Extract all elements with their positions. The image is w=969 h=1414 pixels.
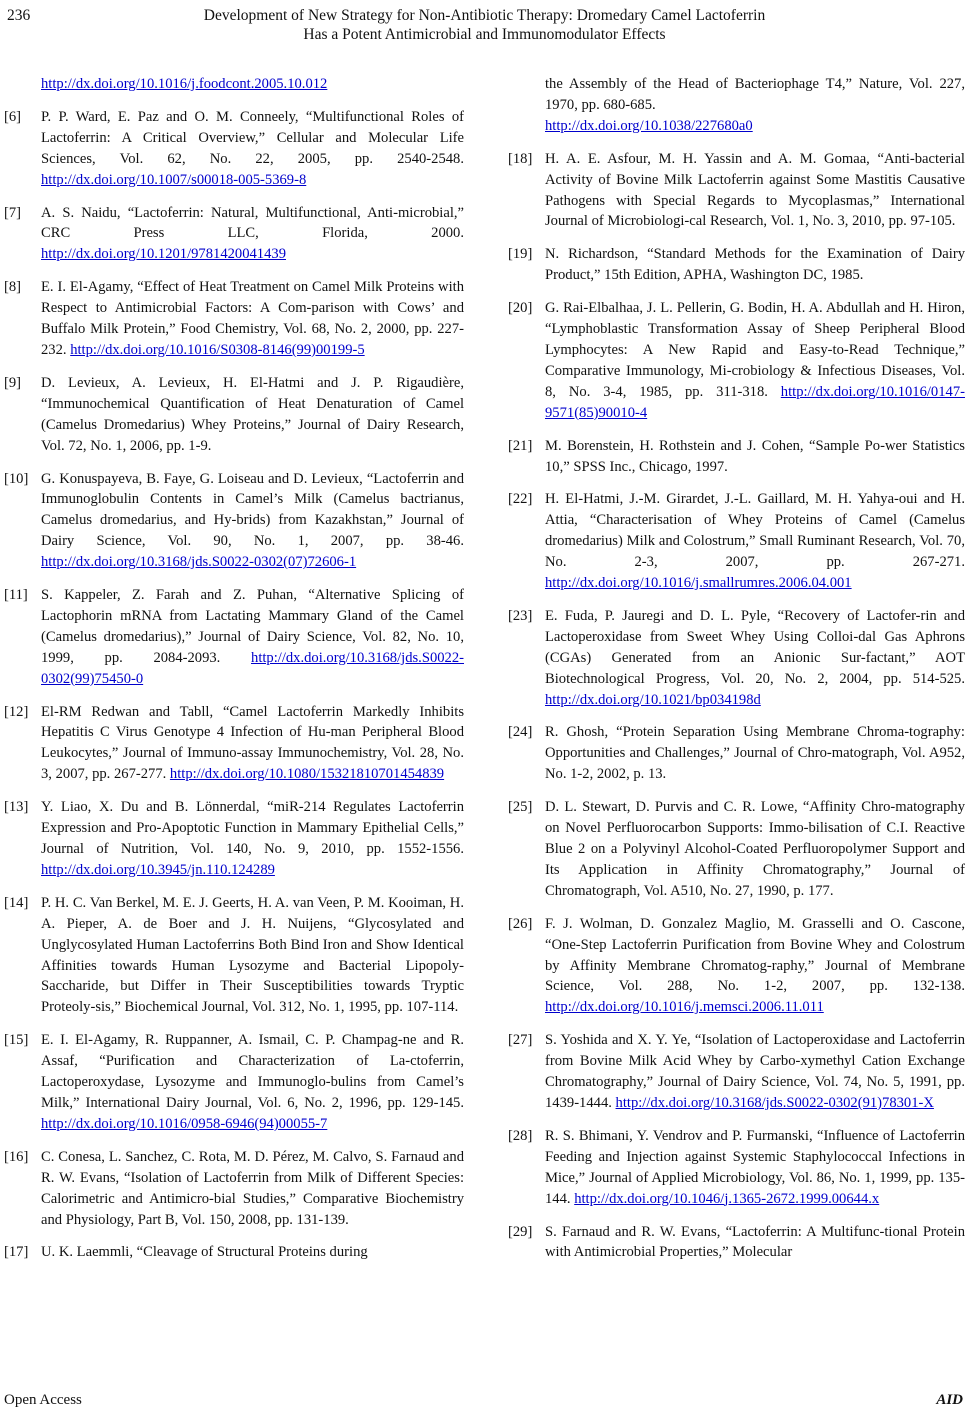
reference-text: S. Yoshida and X. Y. Ye, “Isolation of Lactoperoxidase and Lactoferrin from Bovine Milk Acid Whey by Carbo-xymethyl Cation Exchange Chromatography,” Journal of Dairy Science, Vol. 74, No. 5, 1991, pp. 1439-1444. [545, 1032, 965, 1111]
doi-link[interactable]: http://dx.doi.org/10.1038/227680a0 [545, 117, 753, 134]
reference-number: [29] [508, 1223, 533, 1240]
page-header [0, 6, 969, 44]
doi-link[interactable]: http://dx.doi.org/10.1080/15321810701454839 [169, 766, 445, 783]
reference-number: [13] [4, 799, 29, 816]
reference-text: P. H. C. Van Berkel, M. E. J. Geerts, H. A. van Veen, P. M. Kooiman, H. A. Pieper, A. de Boer and J. H. Nuijens, “Glycosylated and Unglycosylated Human Lactoferrins Both Bind Iron and Show Identical Affinities towards Human Lysozyme and Bacterial Lipopoly-Saccharide, but Differ in Their Susceptibilities towards Tryptic Proteoly-sis,” Biochemical Journal, Vol. 312, No. 1, 1995, pp. 107-114. [41, 894, 464, 1016]
left-column [4, 74, 464, 1275]
reference-text: F. J. Wolman, D. Gonzalez Maglio, M. Grasselli and O. Cascone, “One-Step Lactoferrin Purification from Bovine Whey and Colostrum by Affinity Membrane Chromatog-raphy,” Journal of Membrane Science, Vol. 288, No. 1-2, 2007, pp. 132-138. [545, 915, 965, 995]
reference-text: Y. Liao, X. Du and B. Lönnerdal, “miR-214 Regulates Lactoferrin Expression and Pro-Apoptotic Function in Mammary Epithelial Cells,” Journal of Nutrition, Vol. 140, No. 9, 2010, pp. 1552-1556. [41, 799, 464, 857]
reference-item [4, 702, 464, 786]
doi-link[interactable]: http://dx.doi.org/10.1016/j.smallrumres.2006.04.001 [545, 575, 852, 592]
doi-link[interactable]: http://dx.doi.org/10.1016/0958-6946(94)00055-7 [41, 1115, 328, 1132]
reference-text: G. Rai-Elbalhaa, J. L. Pellerin, G. Bodin, H. A. Abdullah and H. Hiron, “Lymphoblastic Transformation Assay of Sheep Peripheral Blood Lymphocytes: A New Rapid and Easy-to-Read Technique,” Comparative Immunology, Mi-crobiology & Infectious Diseases, Vol. 8, No. 3-4, 1985, pp. 311-318. [545, 300, 965, 400]
reference-item [4, 469, 464, 574]
reference-number: [8] [4, 279, 22, 296]
reference-continuation [508, 74, 965, 137]
reference-text: El-RM Redwan and Tabll, “Camel Lactoferrin Markedly Inhibits Hepatitis C Virus Genotype 4 Infection of Hu-man Peripheral Blood Leukocytes,” Journal of Immuno-assay Immunochemistry, Vol. 28, No. 3, 2007, pp. 267-277. [41, 703, 464, 783]
reference-number: [20] [508, 300, 533, 317]
doi-link[interactable]: http://dx.doi.org/10.3168/jds.S0022-0302(99)75450-0 [41, 649, 464, 687]
doi-link[interactable]: http://dx.doi.org/10.1016/S0308-8146(99)00199-5 [70, 341, 365, 358]
reference-number: [23] [508, 607, 533, 624]
reference-text: A. S. Naidu, “Lactoferrin: Natural, Multifunctional, Anti-microbial,” CRC Press LLC, Florida, 2000. [41, 204, 464, 242]
reference-item [4, 893, 464, 1018]
reference-number: [12] [4, 703, 29, 720]
reference-number: [18] [508, 150, 533, 167]
reference-text: S. Kappeler, Z. Farah and Z. Puhan, “Alternative Splicing of Lactophorin mRNA from Lactating Mammary Gland of the Camel (Camelus dromedarius),” Journal of Dairy Science, Vol. 82, No. 10, 1999, pp. 2084-2093. [41, 587, 464, 666]
reference-number: [10] [4, 470, 29, 487]
reference-item [508, 1030, 965, 1114]
reference-text: H. A. E. Asfour, M. H. Yassin and A. M. Gomaa, “Anti-bacterial Activity of Bovine Milk Lactoferrin against Some Mastitis Causative Pathogens with Special Regards to Mycoplasmas,” International Journal of Microbiologi-cal Research, Vol. 1, No. 3, 2010, pp. 97-105. [545, 150, 965, 230]
reference-number: [21] [508, 437, 533, 454]
doi-link[interactable]: http://dx.doi.org/10.1007/s00018-005-5369-8 [41, 171, 307, 188]
reference-text: U. K. Laemmli, “Cleavage of Structural Proteins during [41, 1244, 368, 1261]
reference-text: S. Farnaud and R. W. Evans, “Lactoferrin: A Multifunc-tional Protein with Antimicrobial Properties,” Molecular [545, 1223, 965, 1261]
reference-item [508, 1222, 965, 1264]
reference-item [508, 606, 965, 711]
reference-item [4, 585, 464, 690]
doi-link[interactable]: http://dx.doi.org/10.3168/jds.S0022-0302(07)72606-1 [41, 554, 357, 571]
reference-item [4, 373, 464, 457]
doi-link[interactable]: http://dx.doi.org/10.1016/j.memsci.2006.11.011 [545, 999, 824, 1016]
reference-item [508, 1126, 965, 1210]
reference-item [4, 107, 464, 191]
reference-item [508, 244, 965, 286]
reference-number: [22] [508, 491, 533, 508]
doi-link[interactable]: http://dx.doi.org/10.1201/9781420041439 [41, 246, 286, 263]
reference-item [508, 489, 965, 594]
running-title-line-2: Has a Potent Antimicrobial and Immunomodulator Effects [303, 26, 666, 43]
reference-text: M. Borenstein, H. Rothstein and J. Cohen, “Sample Po-wer Statistics 10,” SPSS Inc., Chicago, 1997. [545, 437, 965, 475]
running-title-line-1: Development of New Strategy for Non-Antibiotic Therapy: Dromedary Camel Lactoferrin [203, 7, 766, 24]
reference-number: [28] [508, 1127, 533, 1144]
reference-number: [19] [508, 246, 533, 263]
reference-text: N. Richardson, “Standard Methods for the Examination of Dairy Product,” 15th Edition, APHA, Washington DC, 1985. [545, 246, 965, 284]
right-column [508, 74, 965, 1275]
reference-item [508, 914, 965, 1019]
reference-text: R. Ghosh, “Protein Separation Using Membrane Chroma-tography: Opportunities and Challenges,” Journal of Chro-matograph, Vol. A952, No. 1-2, 2002, p. 13. [545, 724, 965, 783]
footer-journal-abbrev: AID [936, 1392, 963, 1408]
reference-number: [9] [4, 374, 22, 391]
reference-text: H. El-Hatmi, J.-M. Girardet, J.-L. Gaillard, M. H. Yahya-oui and H. Attia, “Characterisation of Whey Proteins of Camel (Camelus dromedarius) Milk and Colostrum,” Small Ruminant Research, Vol. 70, No. 2-3, 2007, pp. 267-271. [545, 491, 965, 571]
reference-text: E. Fuda, P. Jauregi and D. L. Pyle, “Recovery of Lactofer-rin and Lactoperoxidase from Sweet Whey Using Colloi-dal Gas Aphrons (CGAs) Generated from an Anionic Sur-factant,” AOT Biotechnological Progress, Vol. 20, No. 2, 2004, pp. 514-525. [545, 607, 965, 687]
reference-number: [16] [4, 1148, 29, 1165]
reference-number: [6] [4, 108, 22, 125]
reference-item [508, 722, 965, 785]
reference-number: [25] [508, 799, 533, 816]
doi-link[interactable]: http://dx.doi.org/10.3168/jds.S0022-0302(91)78301-X [615, 1094, 934, 1111]
reference-number: [14] [4, 894, 29, 911]
reference-item [4, 1030, 464, 1135]
reference-number: [17] [4, 1244, 29, 1261]
reference-text: D. L. Stewart, D. Purvis and C. R. Lowe, “Affinity Chro-matography on Novel Perfluorocarbon Supports: Immo-bilisation of C.I. Reactive Blue 2 on a Polyvinyl Alcohol-Coated Perfluoropolymer Support and Its Application in Affinity Chromatography,” Journal of Chromatograph, Vol. A510, No. 27, 1990, p. 177. [545, 799, 965, 899]
page-number: 236 [7, 7, 31, 24]
reference-item [4, 203, 464, 266]
reference-number: [15] [4, 1032, 29, 1049]
reference-item [508, 149, 965, 233]
reference-text: E. I. El-Agamy, “Effect of Heat Treatment on Camel Milk Proteins with Respect to Antimicrobial Factors: A Com-parison with Cows’ and Buffalo Milk Protein,” Food Chemistry, Vol. 68, No. 2, 2000, pp. 227-232. [41, 279, 464, 358]
doi-link[interactable]: http://dx.doi.org/10.3945/jn.110.124289 [41, 861, 275, 878]
reference-number: [7] [4, 204, 22, 221]
reference-text: G. Konuspayeva, B. Faye, G. Loiseau and D. Levieux, “Lactoferrin and Immunoglobulin Contents in Camel’s Milk (Camelus bactrianus, Camelus dromedarius, and Hy-brids) from Kazakhstan,” Journal of Dairy Science, Vol. 90, No. 1, 2007, pp. 38-46. [41, 470, 464, 550]
reference-item [508, 797, 965, 902]
reference-text: P. P. Ward, E. Paz and O. M. Conneely, “Multifunctional Roles of Lactoferrin: A Critical Overview,” Cellular and Molecular Life Sciences, Vol. 62, No. 22, 2005, pp. 2540-2548. [41, 108, 464, 167]
reference-number: [11] [4, 587, 28, 604]
reference-item [4, 797, 464, 881]
reference-item [4, 1242, 464, 1263]
reference-text: R. S. Bhimani, Y. Vendrov and P. Furmanski, “Influence of Lactoferrin Feeding and Injection against Systemic Staphylococcal Infections in Mice,” Journal of Applied Microbiology, Vol. 86, No. 1, 1999, pp. 135-144. [545, 1127, 965, 1207]
reference-item [4, 1147, 464, 1231]
doi-link[interactable]: http://dx.doi.org/10.1021/bp034198d [545, 691, 761, 708]
doi-link[interactable]: http://dx.doi.org/10.1016/j.foodcont.2005.10.012 [41, 76, 328, 92]
reference-item [508, 436, 965, 478]
doi-link[interactable]: http://dx.doi.org/10.1046/j.1365-2672.1999.00644.x [574, 1190, 880, 1207]
reference-text: C. Conesa, L. Sanchez, C. Rota, M. D. Pérez, M. Calvo, S. Farnaud and R. W. Evans, “Isolation of Lactoferrin from Milk of Different Species: Calorimetric and Antimicro-bial Studies,” Comparative Biochemistry and Physiology, Part B, Vol. 150, 2008, pp. 131-139. [41, 1148, 464, 1228]
reference-text: E. I. El-Agamy, R. Ruppanner, A. Ismail, C. P. Champag-ne and R. Assaf, “Purification and Characterization of La-ctoferrin, Lactoperoxydase, Lysozyme and Immunoglo-bulins from Camel’s Milk,” International Dairy Journal, Vol. 6, No. 2, 1996, pp. 129-145. [41, 1032, 464, 1111]
reference-number: [24] [508, 724, 533, 741]
reference-continuation [4, 74, 464, 95]
reference-text: the Assembly of the Head of Bacteriophage T4,” Nature, Vol. 227, 1970, pp. 680-685. [545, 76, 965, 113]
doi-link[interactable]: http://dx.doi.org/10.1016/0147-9571(85)90010-4 [545, 383, 965, 421]
reference-item [508, 298, 965, 423]
footer-open-access: Open Access [4, 1392, 82, 1408]
reference-text: D. Levieux, A. Levieux, H. El-Hatmi and J. P. Rigaudière, “Immunochemical Quantification of Heat Denaturation of Camel (Camelus Dromedarius) Whey Proteins,” Journal of Dairy Research, Vol. 72, No. 1, 2006, pp. 1-9. [41, 374, 464, 454]
reference-item [4, 277, 464, 361]
reference-number: [27] [508, 1032, 533, 1049]
reference-number: [26] [508, 915, 533, 932]
